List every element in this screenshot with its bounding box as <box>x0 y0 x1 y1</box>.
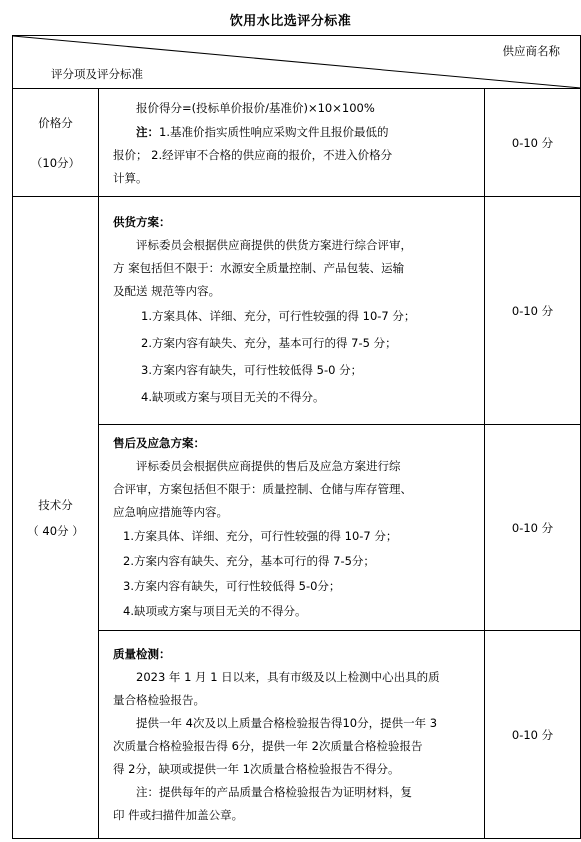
page-title: 饮用水比选评分标准 <box>229 14 352 29</box>
price-note-line-3: 计算。 <box>113 171 148 185</box>
quality-test-p3-line-2: 印 件或扫描件加盖公章。 <box>113 807 244 822</box>
price-formula: 报价得分=(投标单价报价/基准价)×10×100% <box>136 101 375 115</box>
supply-plan-item-2: 2.方案内容有缺失、充分，基本可行的得 7-5 分； <box>141 335 397 350</box>
quality-test-p1-line-2: 量合格检验报告。 <box>113 692 205 707</box>
price-category-name: 价格分 <box>38 115 73 130</box>
quality-test-p1-line-1: 2023 年 1 月 1 日以来，具有市级及以上检测中心出具的质 <box>136 669 440 684</box>
quality-test-criteria-cell <box>99 631 485 839</box>
quality-test-p3-line-1: 注：提供每年的产品质量合格检验报告为证明材料，复 <box>136 784 412 799</box>
quality-test-p2-line-1: 提供一年 4次及以上质量合格检验报告得10分，提供一年 3 <box>136 715 438 730</box>
after-sales-item-4: 4.缺项或方案与项目无关的不得分。 <box>123 603 307 618</box>
quality-test-heading: 质量检测： <box>113 646 171 661</box>
after-sales-intro-3: 应急响应措施等内容。 <box>113 504 228 519</box>
quality-test-p2-line-2: 次质量合格检验报告得 6分，提供一年 2次质量合格检验报告 <box>113 738 423 753</box>
price-score-cell: 0-10 分 <box>485 89 581 197</box>
price-note-line-1: 注：1.基准价指实质性响应采购文件且报价最低的 <box>136 125 389 139</box>
tech-category-name: 技术分 <box>38 497 73 512</box>
supply-plan-intro-2: 方 案包括但不限于：水源安全质量控制、产品包装、运输 <box>113 260 405 275</box>
supply-plan-item-1: 1.方案具体、详细、充分，可行性较强的得 10-7 分； <box>141 308 416 323</box>
quality-test-p2-line-3: 得 2分，缺项或提供一年 1次质量合格检验报告不得分。 <box>113 761 400 776</box>
after-sales-heading: 售后及应急方案： <box>113 435 205 450</box>
quality-test-row <box>13 631 581 839</box>
supplier-name-label: 供应商名称 <box>502 44 561 58</box>
after-sales-item-1: 1.方案具体、详细、充分，可行性较强的得 10-7 分； <box>123 528 398 543</box>
after-sales-row <box>13 425 581 631</box>
supply-plan-heading: 供货方案： <box>113 214 171 229</box>
price-note-line-2: 报价； 2.经评审不合格的供应商的报价，不进入价格分 <box>113 148 393 162</box>
supply-plan-score-cell: 0-10 分 <box>485 197 581 425</box>
supply-plan-item-3: 3.方案内容有缺失，可行性较低得 5-0 分； <box>141 362 363 377</box>
supply-plan-row <box>13 197 581 425</box>
after-sales-criteria-cell <box>99 425 485 631</box>
price-row <box>13 89 581 197</box>
after-sales-score-cell: 0-10 分 <box>485 425 581 631</box>
supply-plan-intro-3: 及配送 规范等内容。 <box>113 283 221 298</box>
after-sales-item-2: 2.方案内容有缺失、充分，基本可行的得 7-5分； <box>123 553 375 568</box>
header-row <box>13 36 581 89</box>
diagonal-header-cell <box>13 36 581 89</box>
tech-category-cell <box>13 197 99 839</box>
after-sales-intro-2: 合评审，方案包括但不限于：质量控制、仓储与库存管理、 <box>113 481 412 496</box>
price-criteria-cell <box>99 89 485 197</box>
after-sales-item-3: 3.方案内容有缺失，可行性较低得 5-0分； <box>123 578 341 593</box>
price-note-label: 注： <box>136 125 159 139</box>
scoring-table <box>12 35 581 839</box>
supply-plan-item-4: 4.缺项或方案与项目无关的不得分。 <box>141 389 325 404</box>
price-category-points: （10分） <box>30 155 81 170</box>
supply-plan-intro-1: 评标委员会根据供应商提供的供货方案进行综合评审， <box>136 237 412 252</box>
tech-category-points: （ 40分 ） <box>27 523 84 538</box>
criteria-label: 评分项及评分标准 <box>51 67 143 81</box>
quality-test-score-cell: 0-10 分 <box>485 631 581 839</box>
price-category-cell <box>13 89 99 197</box>
supply-plan-criteria-cell <box>99 197 485 425</box>
after-sales-intro-1: 评标委员会根据供应商提供的售后及应急方案进行综 <box>136 458 401 473</box>
